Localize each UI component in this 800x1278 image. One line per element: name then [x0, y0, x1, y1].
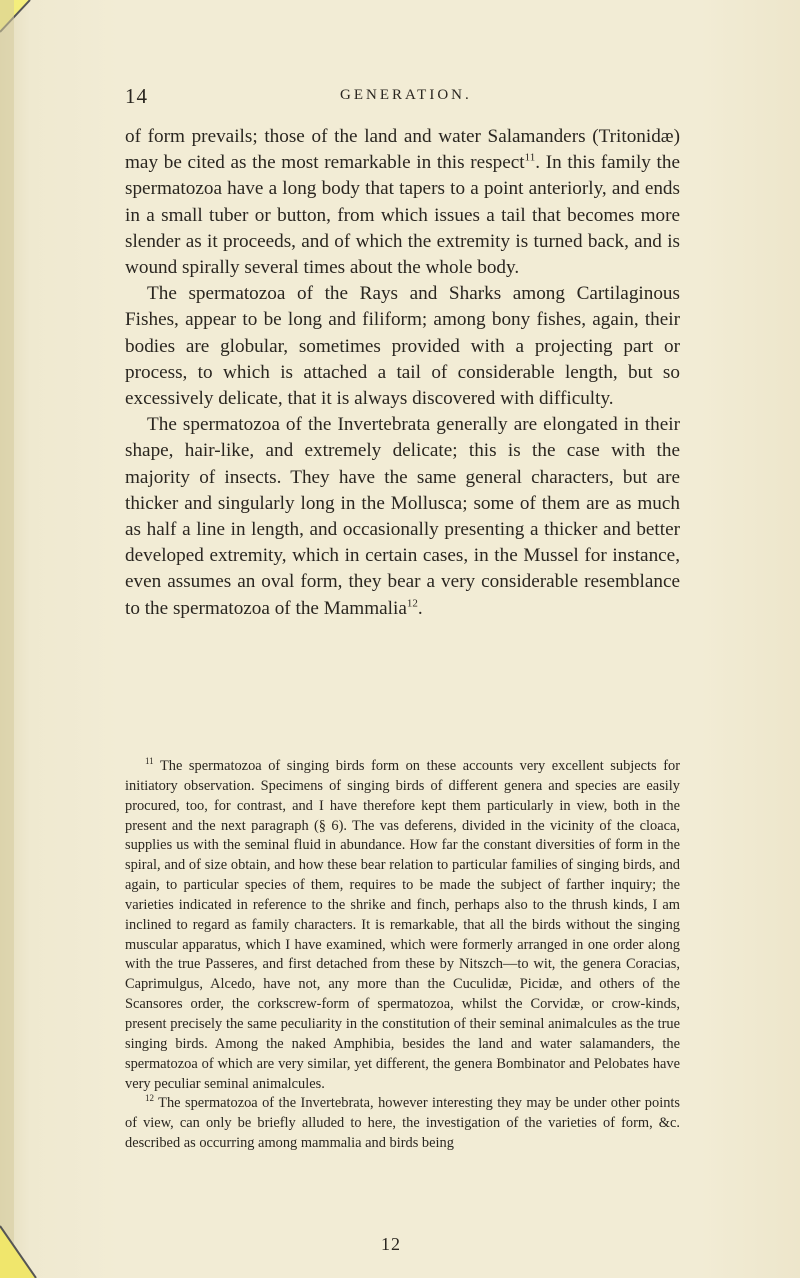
running-head: [0, 84, 800, 114]
footnote-mark-12: 12: [145, 1093, 154, 1104]
footnote-ref-11: 11: [524, 151, 536, 164]
footnotes: [125, 757, 680, 1154]
footnote-ref-12: 12: [406, 597, 418, 610]
corner-mark-bottom-left: [0, 1218, 40, 1278]
signature-mark: 12: [381, 1234, 401, 1254]
paragraph-invertebrata: The spermatozoa of the Invertebrata generally are elongated in their shape, hair-like, and extremely delicate; this is the case with the majority of insects. They have the same general characters, but are thicker and singularly long in the Mollusca; some of them are as much as half a line in length, and occasionally presenting a thicker and better developed extremity, which in certain cases, in the Mussel for instance, even assumes an oval form, they bear a very considerable resemblance to the spermatozoa of the Mammalia$^{12}$.: [125, 414, 680, 619]
page-edge-shadow: [0, 0, 14, 1278]
paragraph-fishes: The spermatozoa of the Rays and Sharks among Cartilaginous Fishes, appear to be long and filiform; among bony fishes, again, their bodies are globular, sometimes provided with a projecting part or process, to which is attached a tail of considerable length, but so excessively delicate, that it is always discovered with difficulty.: [125, 283, 680, 410]
body-text: [125, 124, 680, 622]
footnote-mark-11: 11: [145, 756, 154, 767]
page-number: 14: [125, 84, 148, 108]
paragraph-salamanders: of form prevails; those of the land and water Salamanders (Tritonidæ) may be cited as the most remarkable in this respect$^{11}$. In this family the spermatozoa have a long body that tapers to a point anteriorly, and ends in a small tuber or button, from which issues a tail that becomes more slender as it proceeds, and of which the extremity is turned back, and is wound spirally several times about the whole body.: [125, 126, 680, 279]
footnote-11: $^{11}$ The spermatozoa of singing birds form on these accounts very excellent subjects for initiatory observation. Specimens of singing birds of different genera and species are easily procured, too, for contrast, and I have therefore kept them particularly in view, both in the present and the next paragraph (§ 6). The vas deferens, divided in the vicinity of the cloaca, supplies us with the seminal fluid in abundance. How far the constant diversities of form in the spiral, and of size obtain, and how these bear relation to particular families of singing birds, and again, to particular species of them, requires to be made the subject of farther inquiry; the varieties indicated in reference to the shrike and finch, perhaps also to the thrush kinds, I am inclined to regard as family characters. It is remarkable, that all the birds without the singing muscular apparatus, which I have examined, which were formerly arranged in one order along with the true Passeres, and first detached from these by Nitszch—to wit, the genera Coracias, Caprimulgus, Alcedo, have not, any more than the Cuculidæ, Picidæ, and others of the Scansores order, the corkscrew-form of spermatozoa, whilst the Corvidæ, or crow-kinds, present precisely the same peculiarity in the constitution of their seminal animalcules as the true singing birds. Among the naked Amphibia, besides the land and water salamanders, the spermatozoa of which are very similar, yet different, the genera Bombinator and Pelobates have very peculiar seminal animalcules.: [125, 756, 680, 1092]
running-title: GENERATION.: [340, 87, 472, 103]
footnote-12: $^{12}$ The spermatozoa of the Invertebrata, however interesting they may be under other points of view, can only be briefly alluded to here, the investigation of the varieties of form, &c. described as occurring among mammalia and birds being: [125, 1093, 680, 1152]
